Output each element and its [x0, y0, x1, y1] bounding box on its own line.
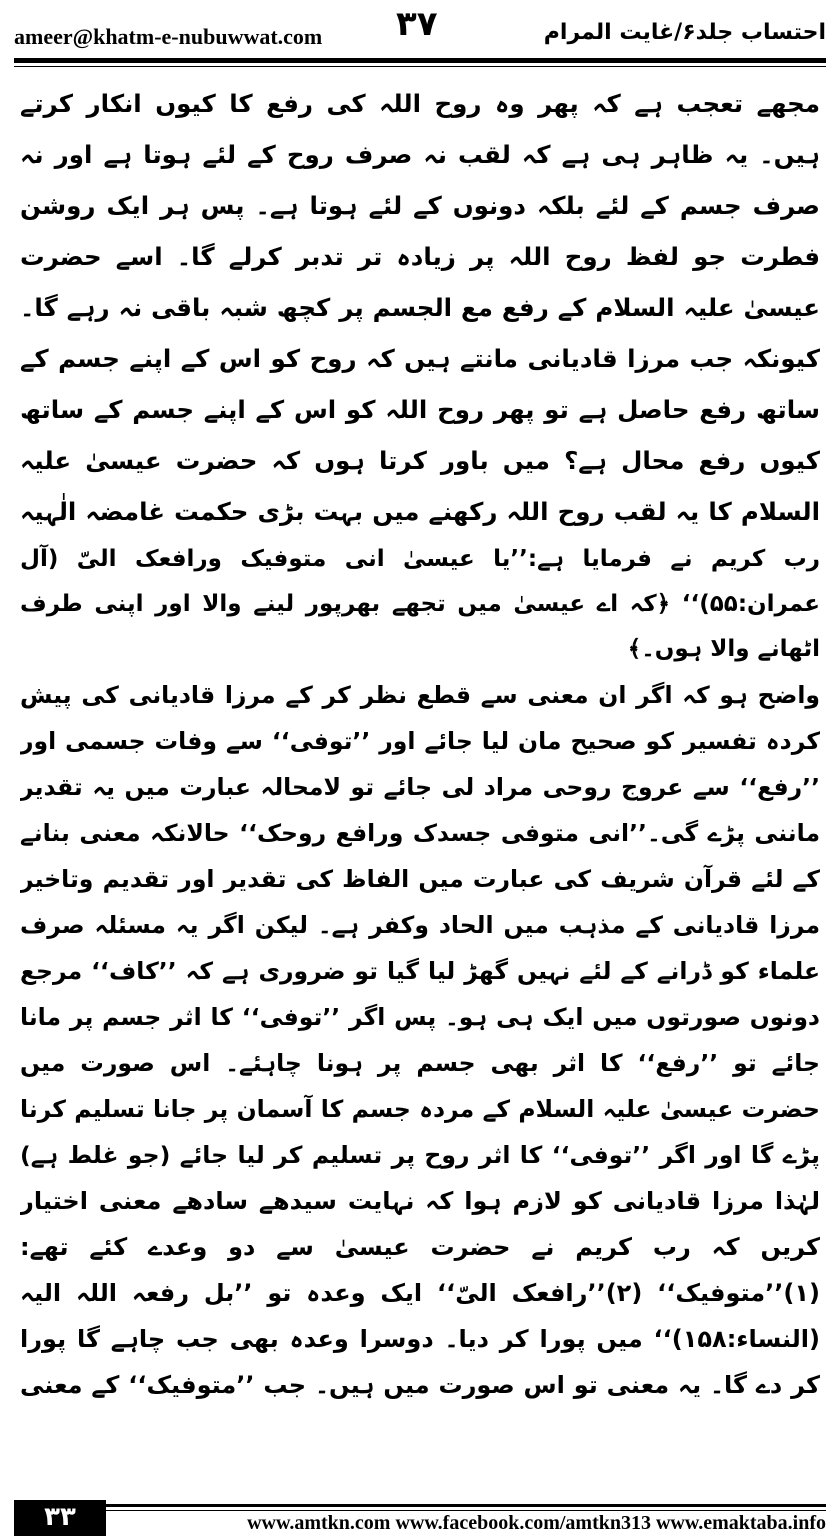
- footer-page-number: ۳۳: [14, 1500, 106, 1536]
- paragraph-1: مجھے تعجب ہے کہ پھر وہ روح اللہ کی رفع کا کیوں انکار کرتے ہیں۔ یہ ظاہر ہی ہے کہ لقب نہ صرف روح کے لئے ہوتا ہے اور نہ صرف جسم کے لئے بلکہ دونوں کے لئے ہوتا ہے۔ پس ہر ایک روشن فطرت جو لفظ روح اللہ پر زیادہ تر تدبر کرلے گا۔ اسے حضرت عیسیٰ علیہ السلام کے رفع مع الجسم پر کچھ شبہ باقی نہ رہے گا۔ کیونکہ جب مرزا قادیانی مانتے ہیں کہ روح کو اس کے اپنے جسم کے ساتھ رفع حاصل ہے تو پھر روح اللہ کو اس کے اپنے جسم کے ساتھ کیوں رفع محال ہے؟ میں باور کرتا ہوں کہ حضرت عیسیٰ علیہ السلام کا یہ لقب روح اللہ رکھنے میں بہت بڑی حکمت غامضہ الٰہیہ: [20, 89, 820, 526]
- footer-urls: www.amtkn.com www.facebook.com/amtkn313 www.emaktaba.info: [247, 1512, 826, 1534]
- page-header: [0, 0, 840, 62]
- header-rule-thick: [14, 58, 826, 63]
- page-footer: [14, 1500, 826, 1536]
- paragraph-4: لہٰذا مرزا قادیانی کو لازم ہوا کہ نہایت سیدھے سادھے معنی اختیار کریں کہ رب کریم نے حضرت عیسیٰ سے دو وعدے کئے تھے: (۱)’’متوفیک‘‘ (۲)’’رافعک الیّ‘‘ ایک وعدہ تو ’’بل رفعہ اللہ الیہ (النساء:۱۵۸)‘‘ میں پورا کر دیا۔ دوسرا وعدہ بھی جب چاہے گا پورا کر دے گا۔ یہ معنی تو اس صورت میں ہیں۔ جب ’’متوفیک‘‘ کے معنی: [20, 1187, 820, 1399]
- book-title: احتساب جلد۶/غایت المرام: [543, 20, 826, 45]
- footer-rule-thin: [106, 1510, 826, 1511]
- paragraph-2: رب کریم نے فرمایا ہے:’’یا عیسیٰ انی متوفیک ورافعک الیّ (آل عمران:۵۵)‘‘ ﴿کہ اے عیسیٰ میں تجھے بھرپور لینے والا اور اپنی طرف اٹھانے والا ہوں۔﴾: [20, 546, 820, 662]
- page-number: ۳۷: [396, 4, 438, 44]
- header-rule-thin: [14, 66, 826, 67]
- footer-rule-thick: [106, 1504, 826, 1507]
- email-address: ameer@khatm-e-nubuwwat.com: [14, 24, 323, 49]
- page-body: [20, 78, 820, 1408]
- paragraph-3: واضح ہو کہ اگر ان معنی سے قطع نظر کر کے مرزا قادیانی کی پیش کردہ تفسیر کو صحیح مان لیا جائے اور ’’توفی‘‘ سے وفات جسمی اور ’’رفع‘‘ سے عروج روحی مراد لی جائے تو لامحالہ عبارت میں یہ تقدیر ماننی پڑے گی۔’’انی متوفی جسدک ورافع روحک‘‘ حالانکہ معنی بنانے کے لئے قرآن شریف کی عبارت میں الفاظ کی تقدیر اور تقدیم وتاخیر مرزا قادیانی کے مذہب میں الحاد وکفر ہے۔ لیکن اگر یہ مسئلہ صرف علماء کو ڈرانے کے لئے نہیں گھڑ لیا گیا تو ضروری ہے کہ ’’کاف‘‘ مرجع دونوں صورتوں میں ایک ہی ہو۔ پس اگر ’’توفی‘‘ کا اثر جسم پر مانا جائے تو ’’رفع‘‘ کا اثر بھی جسم پر ہونا چاہئے۔ اس صورت میں حضرت عیسیٰ علیہ السلام کے مردہ جسم کا آسمان پر جانا تسلیم کرنا پڑے گا اور اگر ’’توفی‘‘ کا اثر روح پر تسلیم کر لیا جائے (جو غلط ہے): [20, 681, 820, 1169]
